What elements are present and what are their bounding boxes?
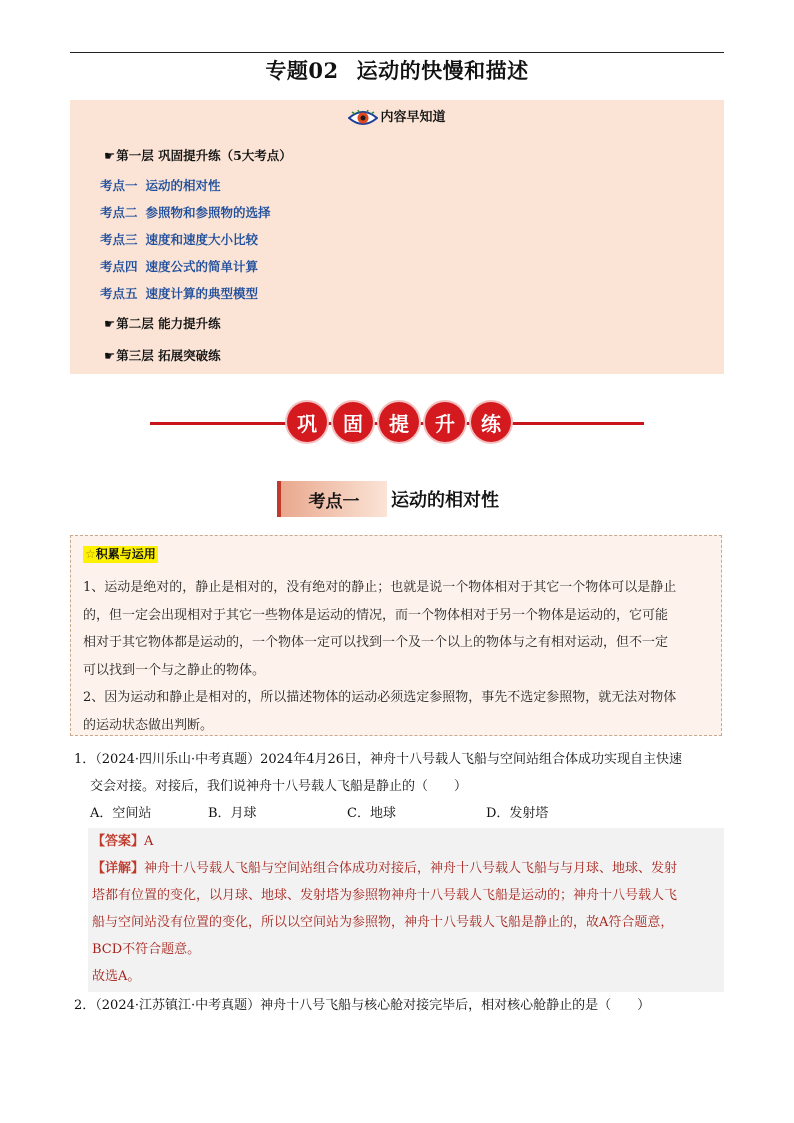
option-d[interactable]: D．发射塔 [486, 806, 549, 821]
toc-point-2[interactable]: 考点二 参照物和参照物的选择 [100, 205, 271, 220]
question-2-stem: 2．（2024·江苏镇江·中考真题）神舟十八号飞船与核心舱对接完毕后，相对核心舱静止的是（ ） [74, 998, 651, 1013]
page-title [0, 55, 794, 85]
option-b[interactable]: B．月球 [208, 806, 257, 821]
toc-point-5[interactable]: 考点五 速度计算的典型模型 [100, 286, 259, 301]
toc-point-3[interactable]: 考点三 速度和速度大小比较 [100, 232, 259, 247]
detail-line: 塔都有位置的变化，以月球、地球、发射塔为参照物神舟十八号载人飞船是运动的；神舟十八号载人飞 [92, 888, 678, 903]
title-name: 运动的快慢和描述 [356, 58, 529, 83]
kaodian-name: 运动的相对性 [391, 490, 499, 511]
kaodian-heading [277, 481, 499, 517]
section-banner [150, 400, 644, 446]
banner-char: 提 [379, 402, 419, 442]
toc-point-1[interactable]: 考点一 运动的相对性 [100, 178, 221, 193]
knowledge-box [70, 535, 722, 736]
detail-line: 【详解】神舟十八号载人飞船与空间站组合体成功对接后，神舟十八号载人飞船与与月球、地球、发射 [92, 861, 678, 876]
toc-layer-2[interactable]: ☛第二层 能力提升练 [104, 316, 221, 331]
header-rule [70, 52, 724, 53]
banner-char: 巩 [287, 402, 327, 442]
question-1-stem-cont: 交会对接。对接后，我们说神舟十八号载人飞船是静止的（ ） [90, 779, 468, 794]
kaodian-tag: 考点一 [277, 481, 387, 517]
conclusion-line: 故选A。 [92, 969, 141, 984]
knowledge-text: 1、运动是绝对的，静止是相对的，没有绝对的静止；也就是说一个物体相对于其它一个物体可以是静止 的，但一定会出现相对于其它一些物体是运动的情况，而一个物体相对于另一个物体是运动的，它可能 相对于其它物体都是运动的，一个物体一定可以找到一个及一个以上的物体与之有相对运动，但不一定 可以找到一个与之静止的物体。 2、因为运动和静止是相对的，所以描述物体的运动必须选定参照物，事先不选定参照物，就无法对物体 的运动状态做出判断。 [83, 580, 677, 733]
title-code: 专题02 [265, 58, 339, 83]
toc-heading [70, 106, 724, 127]
question-1-stem: 1．（2024·四川乐山·中考真题）2024年4月26日，神舟十八号载人飞船与空间站组合体成功实现自主快速 [74, 752, 683, 767]
option-a[interactable]: A．空间站 [90, 806, 152, 821]
pointing-hand-icon: ☛ [104, 148, 116, 163]
banner-char: 练 [471, 402, 511, 442]
detail-line: BCD不符合题意。 [92, 942, 201, 957]
toc-layer-3[interactable]: ☛第三层 拓展突破练 [104, 348, 221, 363]
star-icon: ☆ [85, 547, 96, 561]
toc-box [70, 100, 724, 374]
banner-char: 固 [333, 402, 373, 442]
toc-layer-1[interactable]: ☛第一层 巩固提升练（5大考点） [104, 148, 292, 163]
answer-line: 【答案】A [92, 834, 154, 849]
eye-icon [348, 109, 378, 127]
answer-box [88, 828, 724, 992]
pointing-hand-icon: ☛ [104, 348, 116, 363]
knowledge-title: ☆积累与运用 [85, 547, 156, 561]
detail-line: 船与空间站没有位置的变化，所以以空间站为参照物，神舟十八号载人飞船是静止的，故A符合题意， [92, 915, 674, 930]
toc-point-4[interactable]: 考点四 速度公式的简单计算 [100, 259, 259, 274]
option-c[interactable]: C．地球 [347, 806, 396, 821]
banner-char: 升 [425, 402, 465, 442]
toc-heading-text: 内容早知道 [380, 110, 446, 125]
pointing-hand-icon: ☛ [104, 316, 116, 331]
